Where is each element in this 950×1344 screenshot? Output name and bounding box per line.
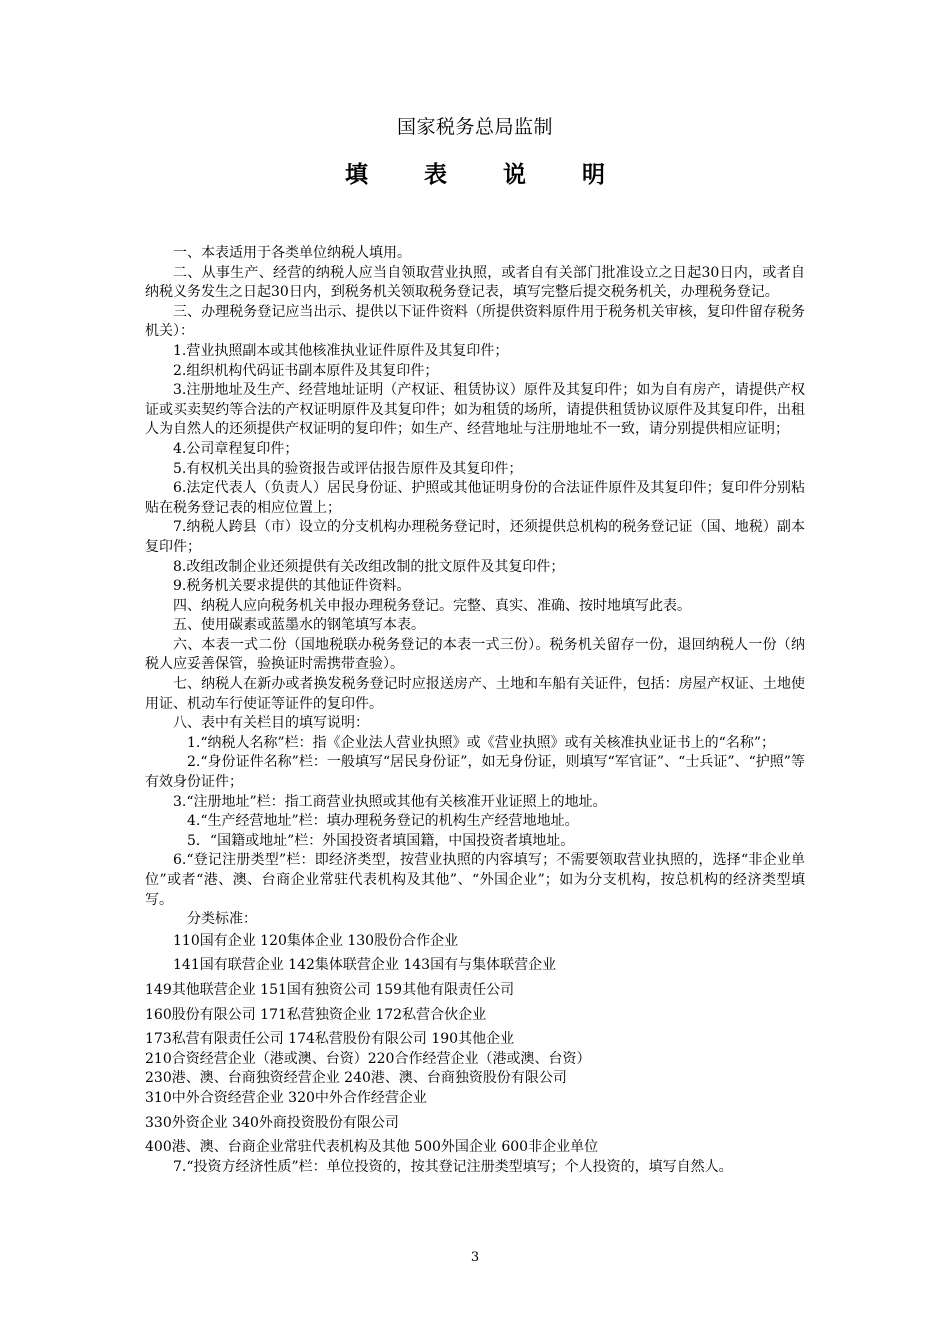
paragraph: 三、办理税务登记应当出示、提供以下证件资料（所提供资料原件用于税务机关审核，复印件留存税务机关）： <box>145 303 805 340</box>
paragraph: 2.组织机构代码证书副本原件及其复印件； <box>173 362 439 379</box>
paragraph: 4.公司章程复印件； <box>173 440 299 457</box>
classification-line: 160股份有限公司 171私营独资企业 172私营合伙企业 <box>145 1006 487 1023</box>
paragraph: 4.“生产经营地址”栏：填办理税务登记的机构生产经营地地址。 <box>187 813 579 830</box>
classification-line: 310中外合资经营企业 320中外合作经营企业 <box>145 1089 427 1106</box>
paragraph: 六、本表一式二份（国地税联办税务登记的本表一式三份）。税务机关留存一份，退回纳税人一份（纳税人应妥善保管，验换证时需携带查验）。 <box>145 636 805 673</box>
paragraph: 8.改组改制企业还须提供有关改组改制的批文原件及其复印件； <box>173 558 565 575</box>
paragraph: 八、表中有关栏目的填写说明： <box>173 715 369 732</box>
paragraph: 7.“投资方经济性质”栏：单位投资的，按其登记注册类型填写；个人投资的，填写自然人。 <box>173 1158 733 1175</box>
paragraph: 6.法定代表人（负责人）居民身份证、护照或其他证明身份的合法证件原件及其复印件；复印件分别粘贴在税务登记表的相应位置上； <box>145 480 805 516</box>
classification-line: 400港、澳、台商企业常驻代表机构及其他 500外国企业 600非企业单位 <box>145 1139 599 1156</box>
classification-line: 330外资企业 340外商投资股份有限公司 <box>145 1114 399 1131</box>
paragraph: 9.税务机关要求提供的其他证件资料。 <box>173 578 411 595</box>
page-title: 填 表 说 明 <box>344 162 630 188</box>
classification-line: 173私营有限责任公司 174私营股份有限公司 190其他企业 <box>145 1031 515 1048</box>
paragraph: 3.注册地址及生产、经营地址证明（产权证、租赁协议）原件及其复印件；如为自有房产，请提供产权证或买卖契约等合法的产权证明原件及其复印件；如为租赁的场所，请提供租赁协议原件及其复印件，出租人为自然人的还须提供产权证明的复印件；如生产、经营地址与注册地址不一致，请分别提供相应证明； <box>145 382 805 438</box>
paragraph: 1.营业执照副本或其他核准执业证件原件及其复印件； <box>173 342 509 359</box>
classification-line: 149其他联营企业 151国有独资公司 159其他有限责任公司 <box>145 981 515 998</box>
paragraph: 一、本表适用于各类单位纳税人填用。 <box>173 245 411 261</box>
paragraph: 5.有权机关出具的验资报告或评估报告原件及其复印件； <box>173 460 523 477</box>
page-number: 3 <box>470 1250 480 1265</box>
issuer-header: 国家税务总局监制 <box>396 116 553 138</box>
classification-heading: 分类标准： <box>187 911 257 928</box>
instructions-body <box>145 244 805 1177</box>
classification-line: 210合资经营企业（港或澳、台资）220合作经营企业（港或澳、台资） <box>145 1050 591 1067</box>
paragraph: 1.“纳税人名称”栏：指《企业法人营业执照》或《营业执照》或有关核准执业证书上的“名称”； <box>187 734 775 751</box>
paragraph: 七、纳税人在新办或者换发税务登记时应报送房产、土地和车船有关证件，包括：房屋产权证、土地使用证、机动车行使证等证件的复印件。 <box>145 676 805 712</box>
paragraph: 五、使用碳素或蓝墨水的钢笔填写本表。 <box>173 617 425 634</box>
paragraph: 二、从事生产、经营的纳税人应当自领取营业执照，或者自有关部门批准设立之日起30日内，或者自纳税义务发生之日起30日内，到税务机关领取税务登记表，填写完整后提交税务机关，办理税务登记。 <box>145 264 805 301</box>
paragraph: 7.纳税人跨县（市）设立的分支机构办理税务登记时，还须提供总机构的税务登记证（国、地税）副本复印件； <box>145 519 805 555</box>
paragraph: 3.“注册地址”栏：指工商营业执照或其他有关核准开业证照上的地址。 <box>173 793 607 810</box>
classification-line: 230港、澳、台商独资经营企业 240港、澳、台商独资股份有限公司 <box>145 1070 567 1087</box>
paragraph: 5．“国籍或地址”栏：外国投资者填国籍，中国投资者填地址。 <box>187 832 575 849</box>
classification-line: 110国有企业 120集体企业 130股份合作企业 <box>173 932 459 949</box>
paragraph: 6.“登记注册类型”栏：即经济类型，按营业执照的内容填写；不需要领取营业执照的，选择“非企业单位”或者“港、澳、台商企业常驻代表机构及其他”、“外国企业”；如为分支机构，按总机构的经济类型填写。 <box>145 852 805 908</box>
paragraph: 四、纳税人应向税务机关申报办理税务登记。完整、真实、准确、按时地填写此表。 <box>173 597 691 614</box>
classification-line: 141国有联营企业 142集体联营企业 143国有与集体联营企业 <box>173 957 557 974</box>
paragraph: 2.“身份证件名称”栏：一般填写“居民身份证”，如无身份证，则填写“军官证”、“士兵证”、“护照”等有效身份证件； <box>145 754 805 791</box>
